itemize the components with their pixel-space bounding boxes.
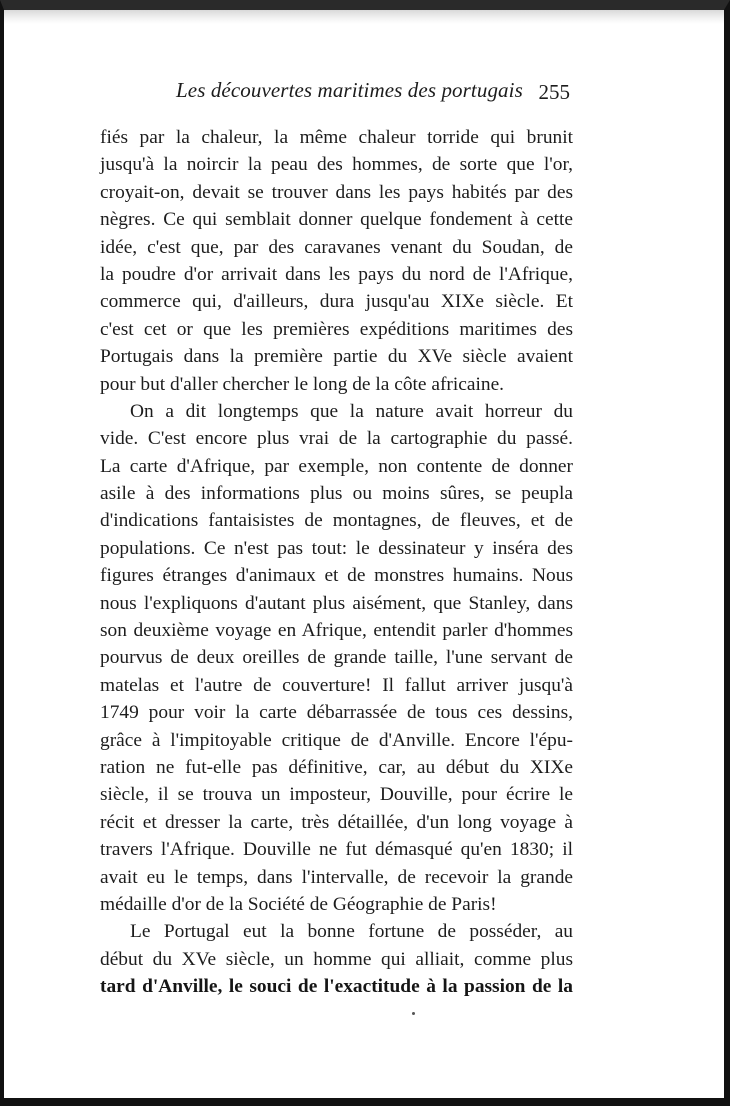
text-line: récit et dresser la carte, très détaillée, d'un long voyage à [100,811,573,833]
page-number: 255 [538,80,570,104]
text-line: figures étranges d'animaux et de monstres humains. Nous [100,565,573,587]
scan-shadow [4,10,724,24]
text-line: On a dit longtemps que la nature avait horreur du [130,400,573,422]
text-line: commerce qui, d'ailleurs, dura jusqu'au XIXe siècle. Et [100,291,573,313]
text-line: Le Portugal eut la bonne fortune de posséder, au [130,921,573,943]
text-line: nous l'expliquons d'autant plus aisément, que Stanley, dans [100,592,573,614]
running-title: Les découvertes maritimes des portugais [176,78,523,102]
text-line: croyait-on, devait se trouver dans les pays habités par des [100,181,573,203]
text-line: siècle, il se trouva un imposteur, Douville, pour écrire le [100,784,573,806]
text-line: La carte d'Afrique, par exemple, non contente de donner [100,455,573,477]
text-line: travers l'Afrique. Douville ne fut démasqué qu'en 1830; il [100,839,573,861]
page-header [100,72,570,112]
text-line: tard d'Anville, le souci de l'exactitude à la passion de la [100,976,573,998]
text-line: idée, c'est que, par des caravanes venant du Soudan, de [100,236,573,258]
text-line: grâce à l'impitoyable critique de d'Anville. Encore l'épu- [100,729,573,751]
text-line: avait eu le temps, dans l'intervalle, de recevoir la grande [100,866,573,888]
text-line: Portugais dans la première partie du XVe siècle avaient [100,346,573,368]
text-line: jusqu'à la noircir la peau des hommes, de sorte que l'or, [100,154,573,176]
text-line: fiés par la chaleur, la même chaleur torride qui brunit [100,127,573,148]
text-line: pour but d'aller chercher le long de la côte africaine. [100,373,505,395]
text-line: c'est cet or que les premières expéditions maritimes des [100,318,573,340]
text-line: pourvus de deux oreilles de grande taille, l'une servant de [100,647,573,669]
text-line: la poudre d'or arrivait dans les pays du nord de l'Afrique, [100,263,573,285]
body-text [100,124,573,1001]
text-line: 1749 pour voir la carte débarrassée de tous ces dessins, [100,702,573,724]
text-line: populations. Ce n'est pas tout: le dessinateur y inséra des [100,537,573,559]
text-line: matelas et l'autre de couverture! Il fallut arriver jusqu'à [100,674,573,696]
text-line: vide. C'est encore plus vrai de la cartographie du passé. [100,428,573,450]
text-line: nègres. Ce qui semblait donner quelque fondement à cette [100,209,573,231]
text-line: médaille d'or de la Société de Géographie de Paris! [100,893,497,915]
scan-speck [412,1012,415,1015]
text-line: d'indications fantaisistes de montagnes, de fleuves, et de [100,510,573,532]
text-line: asile à des informations plus ou moins sûres, se peupla [100,483,573,505]
text-line: ration ne fut-elle pas définitive, car, au début du XIXe [100,756,573,778]
text-line: son deuxième voyage en Afrique, entendit parler d'hommes [100,620,573,642]
text-line: début du XVe siècle, un homme qui alliait, comme plus [100,948,573,970]
